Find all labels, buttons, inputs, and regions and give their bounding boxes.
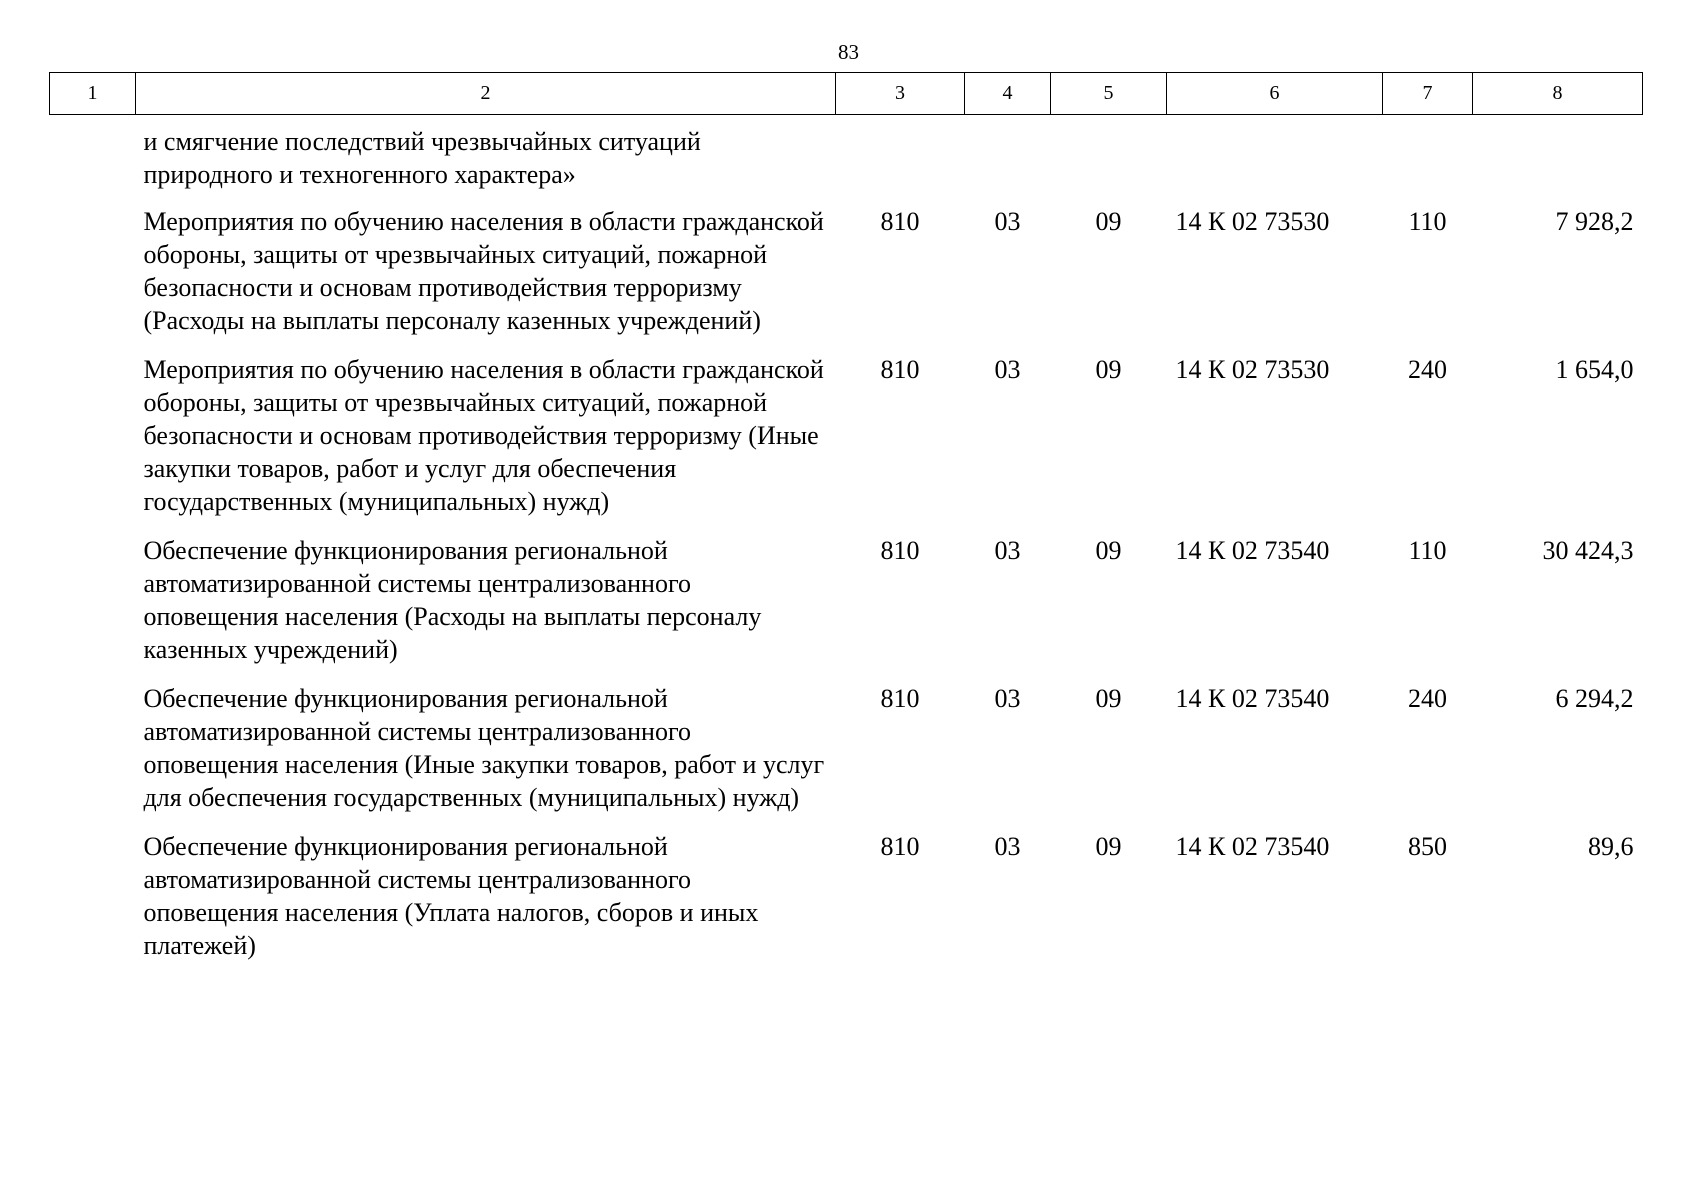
row-target-article: 14 К 02 73530 <box>1175 207 1330 236</box>
row-subsection-code: 09 <box>1095 536 1122 565</box>
header-row <box>50 73 1643 115</box>
row-ministry-code: 810 <box>880 684 920 713</box>
column-header-3: 3 <box>836 73 965 115</box>
column-header-6: 6 <box>1167 73 1383 115</box>
row-expense-type: 240 <box>1408 355 1447 384</box>
row-expense-type: 110 <box>1408 536 1447 565</box>
row-amount: 6 294,2 <box>1555 684 1634 713</box>
row-amount: 30 424,3 <box>1542 536 1634 565</box>
row-expense-type: 240 <box>1408 684 1447 713</box>
continuation-text: и смягчение последствий чрезвычайных ситуаций природного и техногенного характера» <box>143 127 701 189</box>
row-section-code: 03 <box>994 355 1021 384</box>
table-row <box>50 682 1643 830</box>
row-ministry-code: 810 <box>880 355 920 384</box>
row-section-code: 03 <box>994 684 1021 713</box>
row-subsection-code: 09 <box>1095 684 1122 713</box>
row-description: Обеспечение функционирования региональной автоматизированной системы централизованного оповещения населения (Иные закупки товаров, работ и услуг для обеспечения государственных (муниципальных) нужд) <box>143 684 825 812</box>
page-number: 83 <box>838 40 859 64</box>
budget-table <box>49 72 1643 978</box>
row-ministry-code: 810 <box>880 207 920 236</box>
row-ministry-code: 810 <box>880 536 920 565</box>
column-header-8: 8 <box>1473 73 1643 115</box>
row-amount: 1 654,0 <box>1555 355 1634 384</box>
column-header-1: 1 <box>50 73 136 115</box>
row-section-code: 03 <box>994 207 1021 236</box>
row-section-code: 03 <box>994 536 1021 565</box>
column-header-2: 2 <box>136 73 836 115</box>
row-subsection-code: 09 <box>1095 832 1122 861</box>
table-header <box>50 73 1643 115</box>
table-body <box>50 115 1643 979</box>
row-description: Обеспечение функционирования региональной автоматизированной системы централизованного оповещения населения (Уплата налогов, сборов и иных платежей) <box>143 832 759 960</box>
column-header-5: 5 <box>1051 73 1167 115</box>
column-header-7: 7 <box>1383 73 1473 115</box>
row-target-article: 14 К 02 73540 <box>1175 832 1330 861</box>
row-expense-type: 110 <box>1408 207 1447 236</box>
row-subsection-code: 09 <box>1095 355 1122 384</box>
row-subsection-code: 09 <box>1095 207 1122 236</box>
row-amount: 7 928,2 <box>1555 207 1634 236</box>
table-row <box>50 353 1643 534</box>
row-target-article: 14 К 02 73540 <box>1175 536 1330 565</box>
table-row <box>50 534 1643 682</box>
row-amount: 89,6 <box>1588 832 1634 861</box>
table-row <box>50 830 1643 978</box>
column-header-4: 4 <box>965 73 1051 115</box>
row-target-article: 14 К 02 73540 <box>1175 684 1330 713</box>
row-ministry-code: 810 <box>880 832 920 861</box>
row-target-article: 14 К 02 73530 <box>1175 355 1330 384</box>
row-description: Обеспечение функционирования региональной автоматизированной системы централизованного оповещения населения (Расходы на выплаты персоналу казенных учреждений) <box>143 536 762 664</box>
row-description: Мероприятия по обучению населения в области гражданской обороны, защиты от чрезвычайных ситуаций, пожарной безопасности и основам противодействия терроризму (Расходы на выплаты персоналу казенных учреждений) <box>143 207 824 335</box>
row-section-code: 03 <box>994 832 1021 861</box>
table-row <box>50 205 1643 353</box>
continuation-row <box>50 115 1643 206</box>
row-description: Мероприятия по обучению населения в области гражданской обороны, защиты от чрезвычайных ситуаций, пожарной безопасности и основам противодействия терроризму (Иные закупки товаров, работ и услуг для обеспечения государственных (муниципальных) нужд) <box>143 355 824 516</box>
row-expense-type: 850 <box>1408 832 1447 861</box>
